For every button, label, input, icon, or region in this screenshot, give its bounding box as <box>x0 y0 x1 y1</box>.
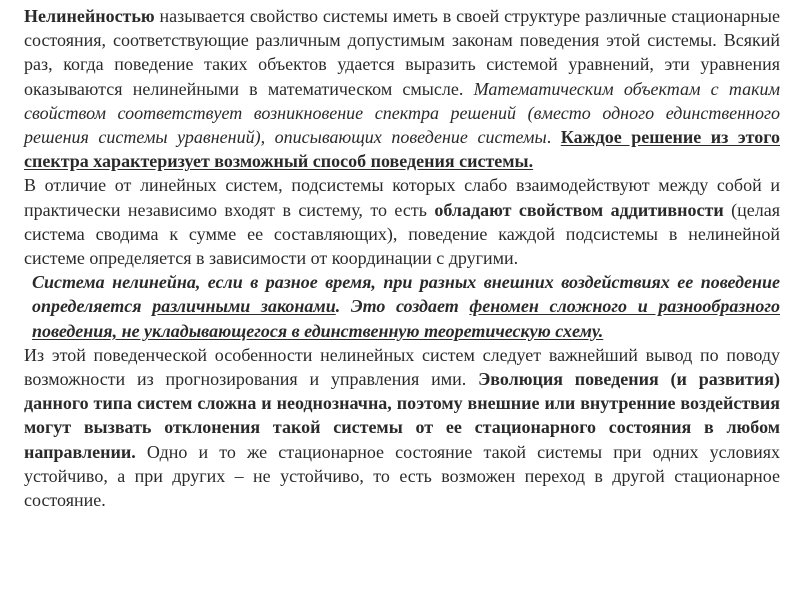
sentence-period: . <box>546 127 561 148</box>
emphasis-evolution: Эволюция поведения (и развития) данного типа систем сложна и неоднозначна, поэтому внешние или внутренние воздействия могут вызвать отклонения такой системы от ее стационарного состояния в любом направлении. <box>24 369 780 462</box>
paragraph-linear-comparison <box>24 173 780 270</box>
comparison-text-rest: (целая система сводима к сумме ее составляющих), поведение каждой подсистемы в нелинейной системе определяется в зависимости от координации с другими. <box>24 199 780 269</box>
underline-phenomenon: феномен сложного и разнообразного поведения, не укладывающегося в единственную теоретическую схему. <box>32 296 780 341</box>
paragraph-conclusion <box>24 343 780 512</box>
paragraph-definition <box>24 4 780 173</box>
nonlinear-system-text: Система нелинейна, если в разное время, при разных внешних воздействиях ее поведение определяется <box>32 272 780 317</box>
underline-different-laws: различными законами <box>152 296 336 317</box>
emphasis-each-solution: Каждое решение из этого спектра характеризует возможный способ поведения системы. <box>24 127 781 172</box>
conclusion-text: Из этой поведенческой особенности нелинейных систем следует важнейший вывод по поводу возможности из прогнозирования и управления ими. <box>24 344 780 390</box>
paragraph-nonlinear-system <box>24 270 780 343</box>
nonlinear-system-text-mid: . Это создает <box>335 296 470 317</box>
term-nonlinearity: Нелинейностью <box>24 6 155 26</box>
definition-text: называется свойство системы иметь в своей структуре различные стационарные состояния, соответствующие различным допустимым законам поведения этой системы. Всякий раз, когда поведение таких объектов удается выразить системой уравнений, эти уравнения оказываются нелинейными в математическом смысле. <box>24 6 780 99</box>
conclusion-text-rest: Одно и то же стационарное состояние такой системы при одних условиях устойчиво, а при других – не устойчиво, то есть возможен переход в другой стационарное состояние. <box>24 441 780 511</box>
italic-spectrum-text: Математическим объектам с таким свойством соответствует возникновение спектра решений (вместо одного единственного решения системы уравнений), описывающих поведение системы <box>24 78 780 148</box>
emphasis-additivity: обладают свойством аддитивности <box>434 199 724 220</box>
comparison-text: В отличие от линейных систем, подсистемы которых слабо взаимодействуют между собой и практически независимо входят в систему, то есть <box>24 175 780 220</box>
